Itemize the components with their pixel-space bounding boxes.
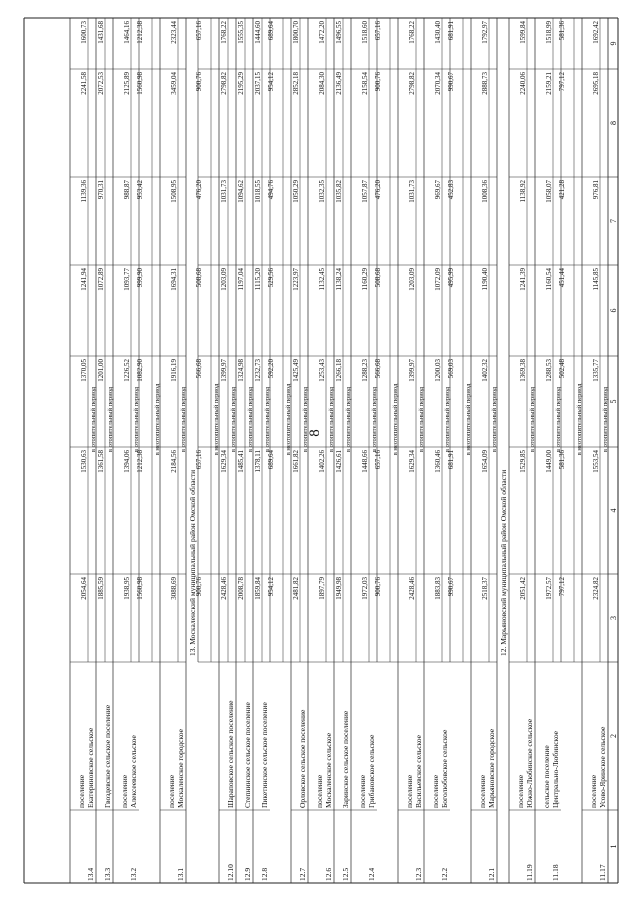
cell-value: 581,36 xyxy=(558,450,566,470)
cell-value: 2125,89 xyxy=(123,72,131,95)
period-caption-nonheat: в неотопительный период xyxy=(465,383,472,456)
column-number-9: 9 xyxy=(609,41,618,46)
period-caption-heat: в отопительный период xyxy=(444,386,451,453)
cell-value: 2070,34 xyxy=(434,72,442,95)
column-number-8: 8 xyxy=(609,121,618,125)
cell-value: 657,16 xyxy=(374,450,382,470)
row-number: 13.1 xyxy=(176,867,185,881)
cell-value: 900,76 xyxy=(195,577,203,597)
cell-value: 1032,35 xyxy=(318,180,326,203)
cell-value: 2184,56 xyxy=(170,450,178,473)
row-name: поселение xyxy=(77,774,86,808)
cell-value: 954,12 xyxy=(267,577,275,597)
row-name: поселение xyxy=(516,774,525,808)
column-number-5: 5 xyxy=(609,399,618,404)
cell-value: 1058,07 xyxy=(545,180,553,203)
period-caption-heat: в отопительный период xyxy=(371,386,378,453)
cell-value: 657,16 xyxy=(195,450,203,470)
cell-value: 681,91 xyxy=(447,450,455,470)
period-caption-heat: в отопительный период xyxy=(133,386,140,453)
row-number: 13.2 xyxy=(129,867,138,881)
cell-value: 451,44 xyxy=(558,268,566,288)
cell-value: 797,12 xyxy=(558,577,566,597)
cell-value: 1072,89 xyxy=(97,268,105,291)
cell-value: 1145,85 xyxy=(592,268,600,291)
cell-value: 1394,06 xyxy=(123,450,131,473)
row-name: сельское поселение xyxy=(542,745,551,808)
cell-value: 1444,60 xyxy=(254,21,262,44)
cell-value: 797,12 xyxy=(558,72,566,92)
cell-value: 2241,58 xyxy=(80,72,88,95)
row-number: 12.7 xyxy=(298,867,307,881)
cell-value: 1508,95 xyxy=(170,180,178,203)
cell-value: 1399,97 xyxy=(220,359,228,382)
period-caption-heat: в отопительный период xyxy=(302,386,309,453)
cell-value: 900,76 xyxy=(374,72,382,92)
cell-value: 1949,98 xyxy=(335,577,343,600)
cell-value: 900,76 xyxy=(374,577,382,597)
period-caption-heat: в отопительный период xyxy=(180,386,187,453)
period-caption-heat: в отопительный период xyxy=(529,386,536,453)
cell-value: 1916,19 xyxy=(170,359,178,382)
cell-value: 1031,73 xyxy=(408,180,416,203)
cell-value: 1897,79 xyxy=(318,577,326,600)
column-number-3: 3 xyxy=(609,616,618,620)
cell-value: 1448,66 xyxy=(361,450,369,473)
cell-value: 476,20 xyxy=(195,180,203,200)
period-caption-heat: в отопительный период xyxy=(328,386,335,453)
cell-value: 1360,46 xyxy=(434,450,442,473)
cell-value: 1485,41 xyxy=(237,450,245,473)
cell-value: 1057,87 xyxy=(361,180,369,203)
cell-value: 1212,38 xyxy=(136,21,144,44)
cell-value: 1115,20 xyxy=(254,268,262,291)
cell-value: 657,16 xyxy=(195,21,203,41)
cell-value: 1288,23 xyxy=(361,359,369,382)
cell-value: 1361,58 xyxy=(97,450,105,473)
cell-value: 681,91 xyxy=(447,21,455,41)
cell-value: 1464,16 xyxy=(123,21,131,44)
cell-value: 1139,36 xyxy=(80,180,88,203)
cell-value: 2240,06 xyxy=(519,72,527,95)
cell-value: 1972,57 xyxy=(545,577,553,600)
period-caption-heat: в отопительный период xyxy=(230,386,237,453)
row-name: Заринское сельское поселение xyxy=(341,710,350,808)
row-number: 11.18 xyxy=(551,864,560,881)
period-caption-nonheat: в неотопительный период xyxy=(213,383,220,456)
row-name: поселение xyxy=(431,774,440,808)
cell-value: 2008,78 xyxy=(237,577,245,600)
cell-value: 1402,26 xyxy=(318,450,326,473)
cell-value: 2428,46 xyxy=(220,577,228,600)
row-name: Гвоздевское сельское поселение xyxy=(103,704,112,808)
cell-value: 2798,82 xyxy=(220,72,228,95)
row-name: Марьяновское городское xyxy=(487,728,496,808)
row-name: поселение xyxy=(478,774,487,808)
cell-value: 1035,82 xyxy=(335,180,343,203)
period-caption-nonheat: в неотопительный период xyxy=(576,383,583,456)
cell-value: 566,68 xyxy=(374,359,382,379)
cell-value: 1431,68 xyxy=(97,21,105,44)
cell-value: 1560,98 xyxy=(136,577,144,600)
column-number-6: 6 xyxy=(609,308,618,313)
cell-value: 1241,94 xyxy=(80,268,88,291)
period-caption-heat: в отопительный период xyxy=(90,386,97,453)
cell-value: 1203,09 xyxy=(408,268,416,291)
cell-value: 1369,38 xyxy=(519,359,527,382)
cell-value: 1938,95 xyxy=(123,577,131,600)
row-number: 12.2 xyxy=(440,867,449,881)
period-caption-heat: в отопительный период xyxy=(418,386,425,453)
cell-value: 1530,63 xyxy=(80,450,88,473)
cell-value: 1859,84 xyxy=(254,577,262,600)
cell-value: 1378,11 xyxy=(254,450,262,473)
cell-value: 1768,22 xyxy=(408,21,416,44)
cell-value: 581,36 xyxy=(558,21,566,41)
cell-value: 1472,20 xyxy=(318,21,326,44)
cell-value: 976,81 xyxy=(592,180,600,200)
cell-value: 1425,49 xyxy=(292,359,300,382)
cell-value: 689,64 xyxy=(267,21,275,41)
row-number: 12.9 xyxy=(243,867,252,881)
cell-value: 2695,18 xyxy=(592,72,600,95)
row-name: Грибановское сельское xyxy=(367,734,376,808)
row-name: поселение xyxy=(358,774,367,808)
cell-value: 1599,84 xyxy=(519,21,527,44)
cell-value: 2798,82 xyxy=(408,72,416,95)
cell-value: 1050,29 xyxy=(292,180,300,203)
cell-value: 1883,83 xyxy=(434,577,442,600)
row-name: Алексеевское сельское xyxy=(129,735,138,808)
cell-value: 2054,64 xyxy=(80,577,88,600)
row-number: 12.8 xyxy=(260,867,269,881)
cell-value: 2037,15 xyxy=(254,72,262,95)
cell-value: 476,20 xyxy=(374,180,382,200)
cell-value: 1768,22 xyxy=(220,21,228,44)
cell-value: 1094,62 xyxy=(237,180,245,203)
row-number: 12.10 xyxy=(226,864,235,881)
cell-value: 1018,55 xyxy=(254,180,262,203)
cell-value: 1555,35 xyxy=(237,21,245,44)
row-number: 12.5 xyxy=(341,867,350,881)
cell-value: 2072,53 xyxy=(97,72,105,95)
cell-value: 2084,30 xyxy=(318,72,326,95)
cell-value: 2518,37 xyxy=(481,577,489,600)
row-name: Центрально-Любинское xyxy=(551,731,560,808)
cell-value: 569,03 xyxy=(447,359,455,379)
page-number: 8 xyxy=(307,429,323,437)
cell-value: 3459,04 xyxy=(170,72,178,95)
cell-value: 494,76 xyxy=(267,180,275,200)
column-number-2: 2 xyxy=(609,734,618,738)
cell-value: 2481,82 xyxy=(292,577,300,600)
column-number-1: 1 xyxy=(609,844,618,849)
cell-value: 657,16 xyxy=(374,21,382,41)
cell-value: 1885,59 xyxy=(97,577,105,600)
row-name: поселение xyxy=(405,774,414,808)
cell-value: 1190,40 xyxy=(481,268,489,291)
cell-value: 1792,97 xyxy=(481,21,489,44)
cell-value: 1449,00 xyxy=(545,450,553,473)
row-number: 11.17 xyxy=(598,864,607,881)
cell-value: 1629,34 xyxy=(408,450,416,473)
cell-value: 954,12 xyxy=(267,72,275,92)
cell-value: 452,83 xyxy=(447,180,455,200)
row-name: поселение xyxy=(120,774,129,808)
period-caption-heat: в отопительный период xyxy=(602,386,609,453)
row-name: Москаленское сельское xyxy=(324,732,333,808)
cell-value: 1324,98 xyxy=(237,359,245,382)
cell-value: 495,99 xyxy=(447,268,455,288)
cell-value: 1335,77 xyxy=(592,359,600,382)
cell-value: 1072,09 xyxy=(434,268,442,291)
column-number-4: 4 xyxy=(609,508,618,513)
cell-value: 1132,45 xyxy=(318,268,326,291)
cell-value: 2428,46 xyxy=(408,577,416,600)
row-number: 13.4 xyxy=(86,867,95,881)
cell-value: 2888,73 xyxy=(481,72,489,95)
cell-value: 999,90 xyxy=(136,268,144,288)
cell-value: 1197,04 xyxy=(237,268,245,291)
cell-value: 1160,29 xyxy=(361,268,369,291)
row-number: 13.3 xyxy=(103,867,112,881)
cell-value: 1138,24 xyxy=(335,268,343,291)
row-number: 12.6 xyxy=(324,867,333,881)
cell-value: 1661,82 xyxy=(292,450,300,473)
cell-value: 566,68 xyxy=(195,359,203,379)
row-name: Южно-Любинское сельское xyxy=(525,718,534,808)
row-number: 12.1 xyxy=(487,867,496,881)
row-name: Шараповское сельское поселение xyxy=(226,700,235,808)
cell-value: 1370,05 xyxy=(80,359,88,382)
district-heading-12: 12. Марьяновский муниципальный район Омской области xyxy=(499,469,508,656)
row-number: 12.4 xyxy=(367,867,376,881)
cell-value: 1232,73 xyxy=(254,359,262,382)
cell-value: 900,76 xyxy=(195,72,203,92)
cell-value: 1600,73 xyxy=(80,21,88,44)
row-name: поселение xyxy=(167,774,176,808)
row-name: Боголюбовское сельское xyxy=(440,729,449,808)
cell-value: 2158,54 xyxy=(361,72,369,95)
cell-value: 592,20 xyxy=(267,359,275,379)
cell-value: 1426,61 xyxy=(335,450,343,473)
cell-value: 1692,42 xyxy=(592,21,600,44)
period-caption-heat: в отопительный период xyxy=(247,386,254,453)
period-caption-nonheat: в неотопительный период xyxy=(154,383,161,456)
period-caption-nonheat: в неотопительный период xyxy=(285,383,292,456)
cell-value: 1241,39 xyxy=(519,268,527,291)
period-caption-heat: в отопительный период xyxy=(555,386,562,453)
cell-value: 969,67 xyxy=(434,180,442,200)
cell-value: 421,28 xyxy=(558,180,566,200)
cell-value: 3088,69 xyxy=(170,577,178,600)
cell-value: 1399,97 xyxy=(408,359,416,382)
cell-value: 1160,54 xyxy=(545,268,553,291)
cell-value: 2852,18 xyxy=(292,72,300,95)
cell-value: 689,64 xyxy=(267,450,275,470)
cell-value: 1402,32 xyxy=(481,359,489,382)
cell-value: 1694,31 xyxy=(170,268,178,291)
cell-value: 529,56 xyxy=(267,268,275,288)
row-name: Усово-Яринское сельское xyxy=(598,726,607,808)
row-name: поселение xyxy=(589,774,598,808)
row-name: Москаленское городское xyxy=(176,729,185,808)
row-name: Степнинское сельское поселение xyxy=(243,702,252,808)
column-number-7: 7 xyxy=(609,219,618,223)
row-name: Орловское сельское поселение xyxy=(298,709,307,808)
cell-value: 1253,43 xyxy=(318,359,326,382)
cell-value: 990,67 xyxy=(447,577,455,597)
cell-value: 1430,40 xyxy=(434,21,442,44)
cell-value: 1496,55 xyxy=(335,21,343,44)
cell-value: 2323,44 xyxy=(170,21,178,44)
cell-value: 1266,18 xyxy=(335,359,343,382)
cell-value: 2051,42 xyxy=(519,577,527,600)
cell-value: 2159,21 xyxy=(545,72,553,95)
cell-value: 1031,73 xyxy=(220,180,228,203)
period-caption-heat: в отопительный период xyxy=(491,386,498,453)
row-number: 12.3 xyxy=(414,867,423,881)
cell-value: 990,67 xyxy=(447,72,455,92)
cell-value: 1200,03 xyxy=(434,359,442,382)
cell-value: 1518,99 xyxy=(545,21,553,44)
cell-value: 1529,85 xyxy=(519,450,527,473)
cell-value: 508,68 xyxy=(374,268,382,288)
cell-value: 1654,09 xyxy=(481,450,489,473)
row-name: поселение xyxy=(315,774,324,808)
period-caption-heat: в отопительный период xyxy=(345,386,352,453)
cell-value: 1223,97 xyxy=(292,268,300,291)
row-number: 11.19 xyxy=(525,864,534,881)
district-heading-13: 13. Москаленский муниципальный район Омской области xyxy=(188,469,197,656)
cell-value: 1288,53 xyxy=(545,359,553,382)
cell-value: 1212,38 xyxy=(136,450,144,473)
cell-value: 988,87 xyxy=(123,180,131,200)
row-name: Екатериновское сельское xyxy=(86,727,95,808)
cell-value: 508,68 xyxy=(195,268,203,288)
cell-value: 502,48 xyxy=(558,359,566,379)
cell-value: 1560,98 xyxy=(136,72,144,95)
cell-value: 1226,52 xyxy=(123,359,131,382)
period-caption-heat: в отопительный период xyxy=(107,386,114,453)
cell-value: 1008,36 xyxy=(481,180,489,203)
cell-value: 1972,03 xyxy=(361,577,369,600)
cell-value: 2324,82 xyxy=(592,577,600,600)
cell-value: 1800,70 xyxy=(292,21,300,44)
row-name: Пикетинское сельское поселение xyxy=(260,702,269,808)
cell-value: 1203,09 xyxy=(220,268,228,291)
period-caption-heat: в отопительный период xyxy=(264,386,271,453)
cell-value: 1093,77 xyxy=(123,268,131,291)
cell-value: 2195,29 xyxy=(237,72,245,95)
cell-value: 1518,60 xyxy=(361,21,369,44)
cell-value: 1138,92 xyxy=(519,180,527,203)
cell-value: 1082,90 xyxy=(136,359,144,382)
row-name: Васильевское сельское xyxy=(414,735,423,808)
cell-value: 1629,34 xyxy=(220,450,228,473)
cell-value: 953,42 xyxy=(136,180,144,200)
cell-value: 2136,49 xyxy=(335,72,343,95)
cell-value: 1201,00 xyxy=(97,359,105,382)
cell-value: 1553,54 xyxy=(592,450,600,473)
cell-value: 970,31 xyxy=(97,180,105,200)
period-caption-nonheat: в неотопительный период xyxy=(392,383,399,456)
